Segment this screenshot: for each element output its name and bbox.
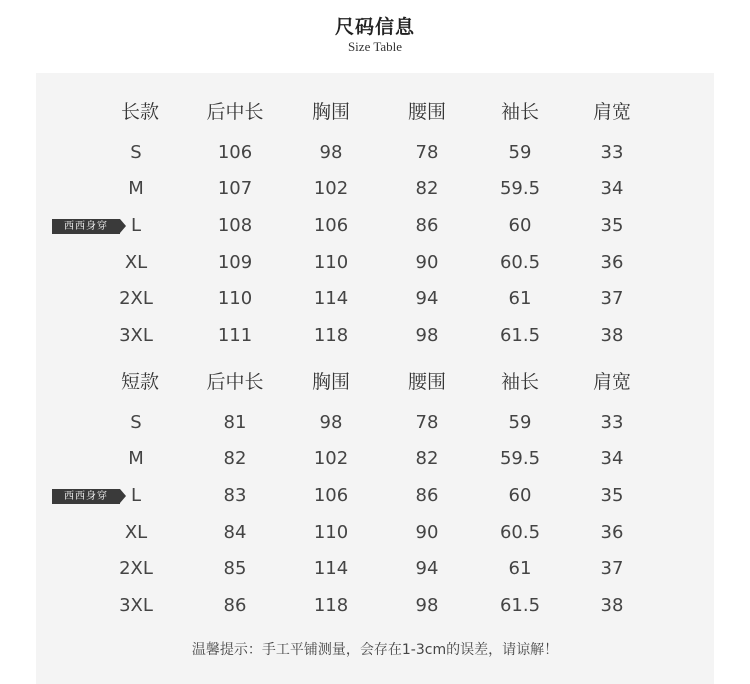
table-header-row [36, 97, 714, 127]
value-cell: 108 [217, 215, 253, 236]
value-cell: 60 [508, 215, 532, 236]
value-cell: 38 [600, 325, 624, 346]
column-header: 短款 [120, 371, 159, 393]
value-cell: 118 [313, 595, 349, 616]
value-cell: 102 [313, 448, 349, 469]
value-cell: 60.5 [499, 522, 541, 543]
table-row [36, 138, 714, 168]
value-cell: 86 [415, 485, 439, 506]
value-cell: 94 [415, 558, 439, 579]
value-cell: 59.5 [499, 448, 541, 469]
column-header: 袖长 [500, 371, 539, 393]
model-wears-tag: 西西身穿 [52, 489, 120, 504]
size-cell: XL [124, 522, 148, 543]
size-cell: 3XL [119, 595, 153, 616]
value-cell: 60.5 [499, 252, 541, 273]
column-header: 腰围 [407, 101, 446, 123]
value-cell: 86 [415, 215, 439, 236]
value-cell: 109 [217, 252, 253, 273]
measurement-note: 温馨提示：手工平铺测量，会存在1-3cm的误差，请谅解！ [191, 642, 559, 658]
value-cell: 37 [600, 558, 624, 579]
size-cell: M [128, 448, 144, 469]
value-cell: 34 [600, 448, 624, 469]
size-cell: S [130, 142, 142, 163]
value-cell: 98 [415, 325, 439, 346]
table-row [36, 444, 714, 474]
page-title: 尺码信息 [334, 16, 415, 38]
value-cell: 98 [319, 412, 343, 433]
size-cell: L [130, 485, 142, 506]
size-cell: M [128, 178, 144, 199]
value-cell: 98 [415, 595, 439, 616]
table-row [36, 174, 714, 204]
value-cell: 110 [313, 522, 349, 543]
value-cell: 36 [600, 252, 624, 273]
table-row [36, 321, 714, 351]
column-header: 肩宽 [592, 101, 631, 123]
value-cell: 86 [223, 595, 247, 616]
value-cell: 85 [223, 558, 247, 579]
column-header: 后中长 [206, 101, 264, 123]
size-cell: 2XL [119, 288, 153, 309]
value-cell: 81 [223, 412, 247, 433]
size-cell: XL [124, 252, 148, 273]
value-cell: 114 [313, 558, 349, 579]
column-header: 袖长 [500, 101, 539, 123]
value-cell: 83 [223, 485, 247, 506]
value-cell: 114 [313, 288, 349, 309]
column-header: 腰围 [407, 371, 446, 393]
column-header: 后中长 [206, 371, 264, 393]
table-row [36, 591, 714, 621]
column-header: 肩宽 [592, 371, 631, 393]
size-cell: 3XL [119, 325, 153, 346]
value-cell: 59 [508, 412, 532, 433]
size-table-panel [36, 73, 714, 684]
value-cell: 90 [415, 252, 439, 273]
value-cell: 61.5 [499, 595, 541, 616]
value-cell: 118 [313, 325, 349, 346]
size-cell: L [130, 215, 142, 236]
value-cell: 82 [415, 178, 439, 199]
value-cell: 98 [319, 142, 343, 163]
value-cell: 36 [600, 522, 624, 543]
size-cell: 2XL [119, 558, 153, 579]
value-cell: 106 [313, 485, 349, 506]
model-wears-tag: 西西身穿 [52, 219, 120, 234]
value-cell: 102 [313, 178, 349, 199]
value-cell: 61 [508, 288, 532, 309]
value-cell: 78 [415, 142, 439, 163]
column-header: 胸围 [311, 371, 350, 393]
table-row [36, 518, 714, 548]
table-row [36, 554, 714, 584]
value-cell: 34 [600, 178, 624, 199]
value-cell: 107 [217, 178, 253, 199]
value-cell: 33 [600, 142, 624, 163]
value-cell: 33 [600, 412, 624, 433]
value-cell: 61 [508, 558, 532, 579]
value-cell: 84 [223, 522, 247, 543]
value-cell: 37 [600, 288, 624, 309]
value-cell: 110 [313, 252, 349, 273]
column-header: 胸围 [311, 101, 350, 123]
size-cell: S [130, 412, 142, 433]
value-cell: 82 [415, 448, 439, 469]
value-cell: 110 [217, 288, 253, 309]
table-row [36, 211, 714, 241]
value-cell: 82 [223, 448, 247, 469]
value-cell: 38 [600, 595, 624, 616]
table-row [36, 248, 714, 278]
value-cell: 35 [600, 215, 624, 236]
value-cell: 106 [313, 215, 349, 236]
value-cell: 59 [508, 142, 532, 163]
table-header-row [36, 367, 714, 397]
table-row [36, 481, 714, 511]
value-cell: 60 [508, 485, 532, 506]
value-cell: 61.5 [499, 325, 541, 346]
table-row [36, 408, 714, 438]
value-cell: 59.5 [499, 178, 541, 199]
column-header: 长款 [120, 101, 159, 123]
value-cell: 78 [415, 412, 439, 433]
value-cell: 94 [415, 288, 439, 309]
value-cell: 35 [600, 485, 624, 506]
value-cell: 90 [415, 522, 439, 543]
value-cell: 111 [217, 325, 253, 346]
page-subtitle: Size Table [347, 39, 403, 54]
table-row [36, 284, 714, 314]
value-cell: 106 [217, 142, 253, 163]
